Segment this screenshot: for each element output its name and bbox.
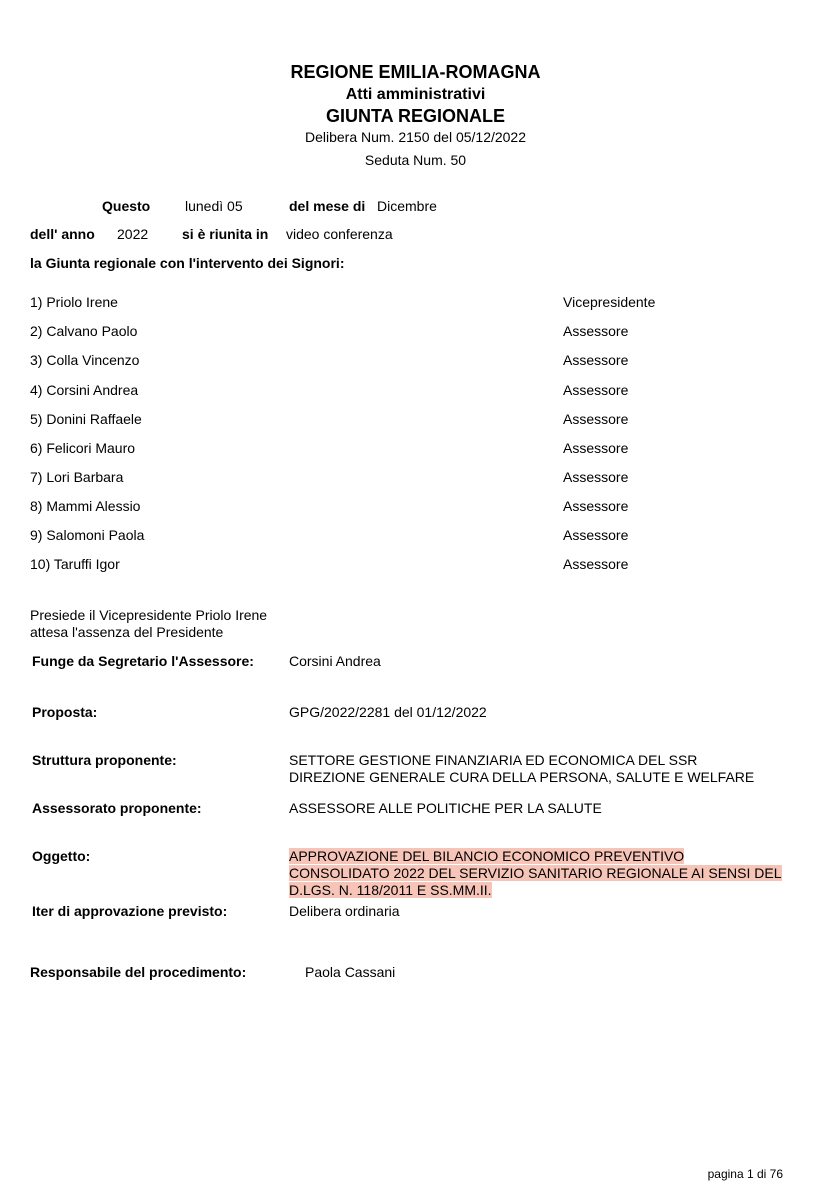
- oggetto-highlight: APPROVAZIONE DEL BILANCIO ECONOMICO PREVENTIVO: [289, 848, 685, 864]
- member-role: Assessore: [563, 556, 629, 572]
- responsabile-label: Responsabile del procedimento:: [30, 964, 247, 980]
- member-name: 2) Calvano Paolo: [30, 323, 138, 339]
- assessorato-value: ASSESSORE ALLE POLITICHE PER LA SALUTE: [289, 800, 602, 816]
- iter-label: Iter di approvazione previsto:: [32, 903, 228, 919]
- body-title: GIUNTA REGIONALE: [326, 106, 505, 126]
- member-name: 3) Colla Vincenzo: [30, 352, 140, 368]
- member-name: 5) Donini Raffaele: [30, 411, 142, 427]
- assessorato-label: Assessorato proponente:: [32, 800, 202, 816]
- page-number: pagina 1 di 76: [707, 1167, 783, 1181]
- proposta-label: Proposta:: [32, 704, 98, 720]
- member-name: 7) Lori Barbara: [30, 469, 124, 485]
- member-role: Assessore: [563, 323, 629, 339]
- member-role: Assessore: [563, 527, 629, 543]
- member-name: 10) Taruffi Igor: [30, 556, 120, 572]
- oggetto-label: Oggetto:: [32, 848, 91, 864]
- member-name: 1) Priolo Irene: [30, 294, 118, 310]
- anno-label: dell' anno: [30, 226, 95, 242]
- region-title: REGIONE EMILIA-ROMAGNA: [290, 62, 541, 82]
- document-subtitle: Atti amministrativi: [345, 86, 486, 103]
- oggetto-line2: [289, 865, 782, 882]
- presidency-line2: attesa l'assenza del Presidente: [30, 624, 224, 640]
- session-location: video conferenza: [286, 226, 393, 242]
- member-role: Assessore: [563, 469, 629, 485]
- member-role: Assessore: [563, 440, 629, 456]
- segretario-label: Funge da Segretario l'Assessore:: [32, 653, 254, 669]
- member-role: Vicepresidente: [563, 294, 656, 310]
- delibera-number: Delibera Num. 2150 del 05/12/2022: [304, 129, 527, 145]
- struttura-label: Struttura proponente:: [32, 752, 177, 768]
- proposta-value: GPG/2022/2281 del 01/12/2022: [289, 704, 487, 720]
- member-name: 4) Corsini Andrea: [30, 382, 139, 398]
- presidency-line1: Presiede il Vicepresidente Priolo Irene: [30, 607, 268, 623]
- members-intro: la Giunta regionale con l'intervento dei Signori:: [30, 255, 345, 271]
- member-role: Assessore: [563, 382, 629, 398]
- struttura-line1: SETTORE GESTIONE FINANZIARIA ED ECONOMICA DEL SSR: [289, 752, 698, 768]
- session-month: Dicembre: [377, 198, 437, 214]
- member-role: Assessore: [563, 352, 629, 368]
- member-role: Assessore: [563, 411, 629, 427]
- member-role: Assessore: [563, 498, 629, 514]
- struttura-line2: DIREZIONE GENERALE CURA DELLA PERSONA, SALUTE E WELFARE: [289, 769, 755, 785]
- segretario-value: Corsini Andrea: [289, 653, 381, 669]
- seduta-number: Seduta Num. 50: [364, 152, 467, 168]
- session-day: lunedì 05: [185, 198, 243, 214]
- riunita-label: si è riunita in: [182, 226, 269, 242]
- member-name: 8) Mammi Alessio: [30, 498, 141, 514]
- member-name: 9) Salomoni Paola: [30, 527, 145, 543]
- oggetto-highlight: D.LGS. N. 118/2011 E SS.MM.II.: [289, 882, 492, 898]
- member-name: 6) Felicori Mauro: [30, 440, 136, 456]
- iter-value: Delibera ordinaria: [289, 903, 400, 919]
- session-year: 2022: [117, 226, 149, 242]
- oggetto-line1: [289, 848, 684, 865]
- questo-label: Questo: [102, 198, 151, 214]
- oggetto-highlight: CONSOLIDATO 2022 DEL SERVIZIO SANITARIO REGIONALE AI SENSI DEL: [289, 865, 782, 881]
- oggetto-line3: [289, 882, 492, 899]
- responsabile-value: Paola Cassani: [305, 964, 396, 980]
- mese-label: del mese di: [289, 198, 366, 214]
